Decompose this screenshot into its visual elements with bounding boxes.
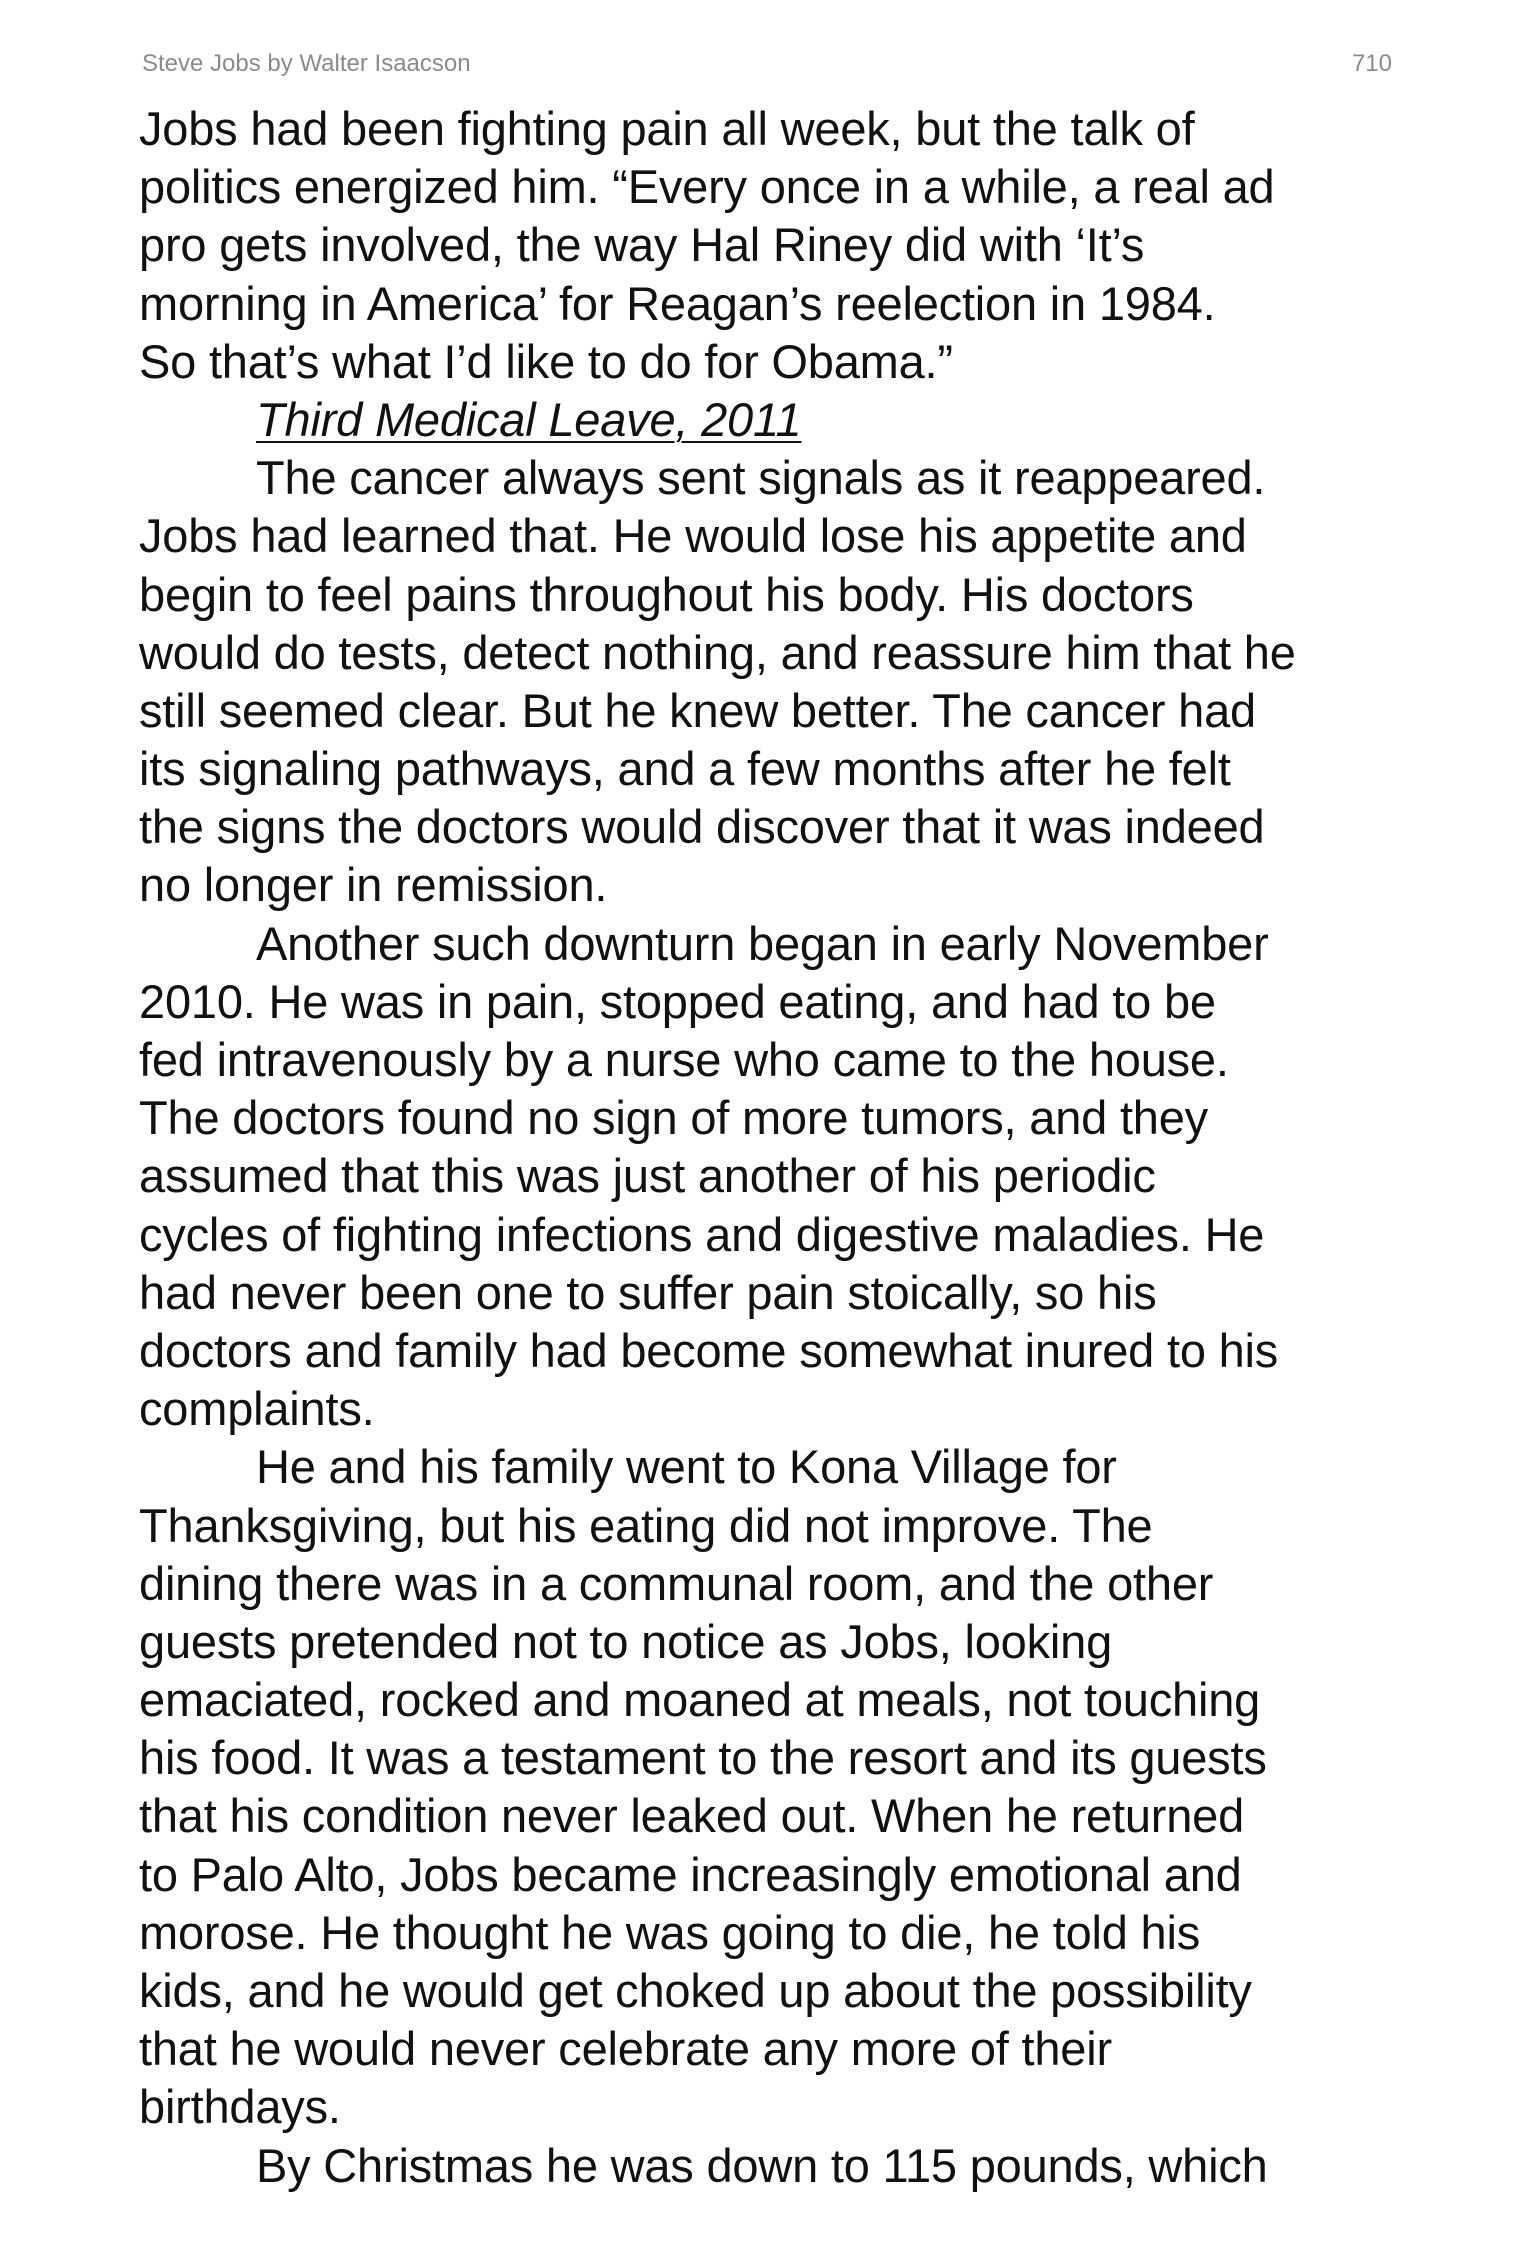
text-line-content: politics energized him. “Every once in a while, a real ad xyxy=(139,160,1275,214)
text-line-content: The doctors found no sign of more tumors, and they xyxy=(139,1091,1208,1145)
text-line xyxy=(139,158,1399,216)
text-line-content: morose. He thought he was going to die, he told his xyxy=(139,1905,1201,1959)
text-line xyxy=(139,1322,1399,1380)
text-line-content: The cancer always sent signals as it reappeared. xyxy=(256,451,1266,505)
text-line xyxy=(139,1031,1399,1089)
text-line-content: his food. It was a testament to the resort and its guests xyxy=(139,1731,1267,1785)
text-line-content: to Palo Alto, Jobs became increasingly emotional and xyxy=(139,1847,1242,1901)
text-line xyxy=(139,1787,1399,1845)
text-line-content: cycles of fighting infections and digestive maladies. He xyxy=(139,1207,1265,1261)
text-line-content: complaints. xyxy=(139,1382,375,1436)
text-line-content: begin to feel pains throughout his body. His doctors xyxy=(139,567,1194,621)
text-line-content: would do tests, detect nothing, and reassure him that he xyxy=(139,625,1296,679)
text-line xyxy=(139,275,1399,333)
text-line xyxy=(139,682,1399,740)
text-line-content: Jobs had learned that. He would lose his appetite and xyxy=(139,509,1247,563)
text-line xyxy=(139,1904,1399,1962)
text-line xyxy=(139,1438,1399,1496)
text-line-content: doctors and family had become somewhat inured to his xyxy=(139,1323,1279,1377)
section-heading xyxy=(139,391,1399,449)
text-line xyxy=(139,1729,1399,1787)
text-line xyxy=(139,216,1399,274)
text-line xyxy=(139,1846,1399,1904)
text-line-content: no longer in remission. xyxy=(139,858,608,912)
text-line-content: its signaling pathways, and a few months after he felt xyxy=(139,742,1231,796)
section-heading-text: Third Medical Leave, 2011 xyxy=(256,392,802,446)
text-line xyxy=(139,1962,1399,2020)
text-line xyxy=(139,740,1399,798)
page-number: 710 xyxy=(1351,50,1392,77)
text-line xyxy=(139,2020,1399,2078)
text-line-content: 2010. He was in pain, stopped eating, and had to be xyxy=(139,974,1216,1028)
text-line-content: fed intravenously by a nurse who came to the house. xyxy=(139,1033,1229,1086)
text-line-content: Thanksgiving, but his eating did not improve. The xyxy=(139,1498,1153,1552)
text-line xyxy=(139,1147,1399,1205)
text-line-content: assumed that this was just another of his periodic xyxy=(139,1149,1156,1203)
text-line xyxy=(139,1613,1399,1671)
text-line xyxy=(139,2137,1399,2195)
text-line-content: Another such downturn began in early November xyxy=(256,916,1269,970)
text-line-content: morning in America’ for Reagan’s reelection in 1984. xyxy=(139,276,1216,330)
text-line-content: still seemed clear. But he knew better. The cancer had xyxy=(139,683,1256,737)
body-text xyxy=(139,100,1399,2195)
text-line-content: emaciated, rocked and moaned at meals, not touching xyxy=(139,1673,1261,1727)
text-line-content: kids, and he would get choked up about the possibility xyxy=(139,1964,1252,2017)
text-line xyxy=(139,1206,1399,1264)
text-line-content: had never been one to suffer pain stoically, so his xyxy=(139,1265,1157,1319)
text-line xyxy=(139,798,1399,856)
text-line-content: Jobs had been fighting pain all week, but the talk of xyxy=(139,102,1195,155)
text-line-content: birthdays. xyxy=(139,2080,341,2134)
text-line-content: guests pretended not to notice as Jobs, looking xyxy=(139,1614,1113,1668)
text-line-content: By Christmas he was down to 115 pounds, which xyxy=(256,2138,1268,2192)
text-line xyxy=(139,1497,1399,1555)
text-line xyxy=(139,1264,1399,1322)
book-title: Steve Jobs by Walter Isaacson xyxy=(142,50,471,77)
text-line xyxy=(139,507,1399,565)
text-line xyxy=(139,100,1399,158)
running-header xyxy=(142,50,1392,84)
text-line xyxy=(139,333,1399,391)
text-line xyxy=(139,1089,1399,1147)
text-line-content: dining there was in a communal room, and the other xyxy=(139,1556,1214,1610)
text-line xyxy=(139,973,1399,1031)
text-line-content: that he would never celebrate any more of their xyxy=(139,2022,1112,2076)
text-line xyxy=(139,915,1399,973)
text-line xyxy=(139,1380,1399,1438)
text-line xyxy=(139,856,1399,914)
text-line xyxy=(139,449,1399,507)
text-line-content: pro gets involved, the way Hal Riney did with ‘It’s xyxy=(139,218,1145,272)
text-line xyxy=(139,624,1399,682)
text-line-content: So that’s what I’d like to do for Obama.” xyxy=(139,334,953,388)
text-line-content: He and his family went to Kona Village for xyxy=(256,1440,1117,1494)
text-line xyxy=(139,566,1399,624)
text-line-content: that his condition never leaked out. When he returned xyxy=(139,1789,1245,1843)
text-line xyxy=(139,1555,1399,1613)
text-line xyxy=(139,1671,1399,1729)
text-line xyxy=(139,2078,1399,2136)
text-line-content: the signs the doctors would discover that it was indeed xyxy=(139,800,1265,854)
